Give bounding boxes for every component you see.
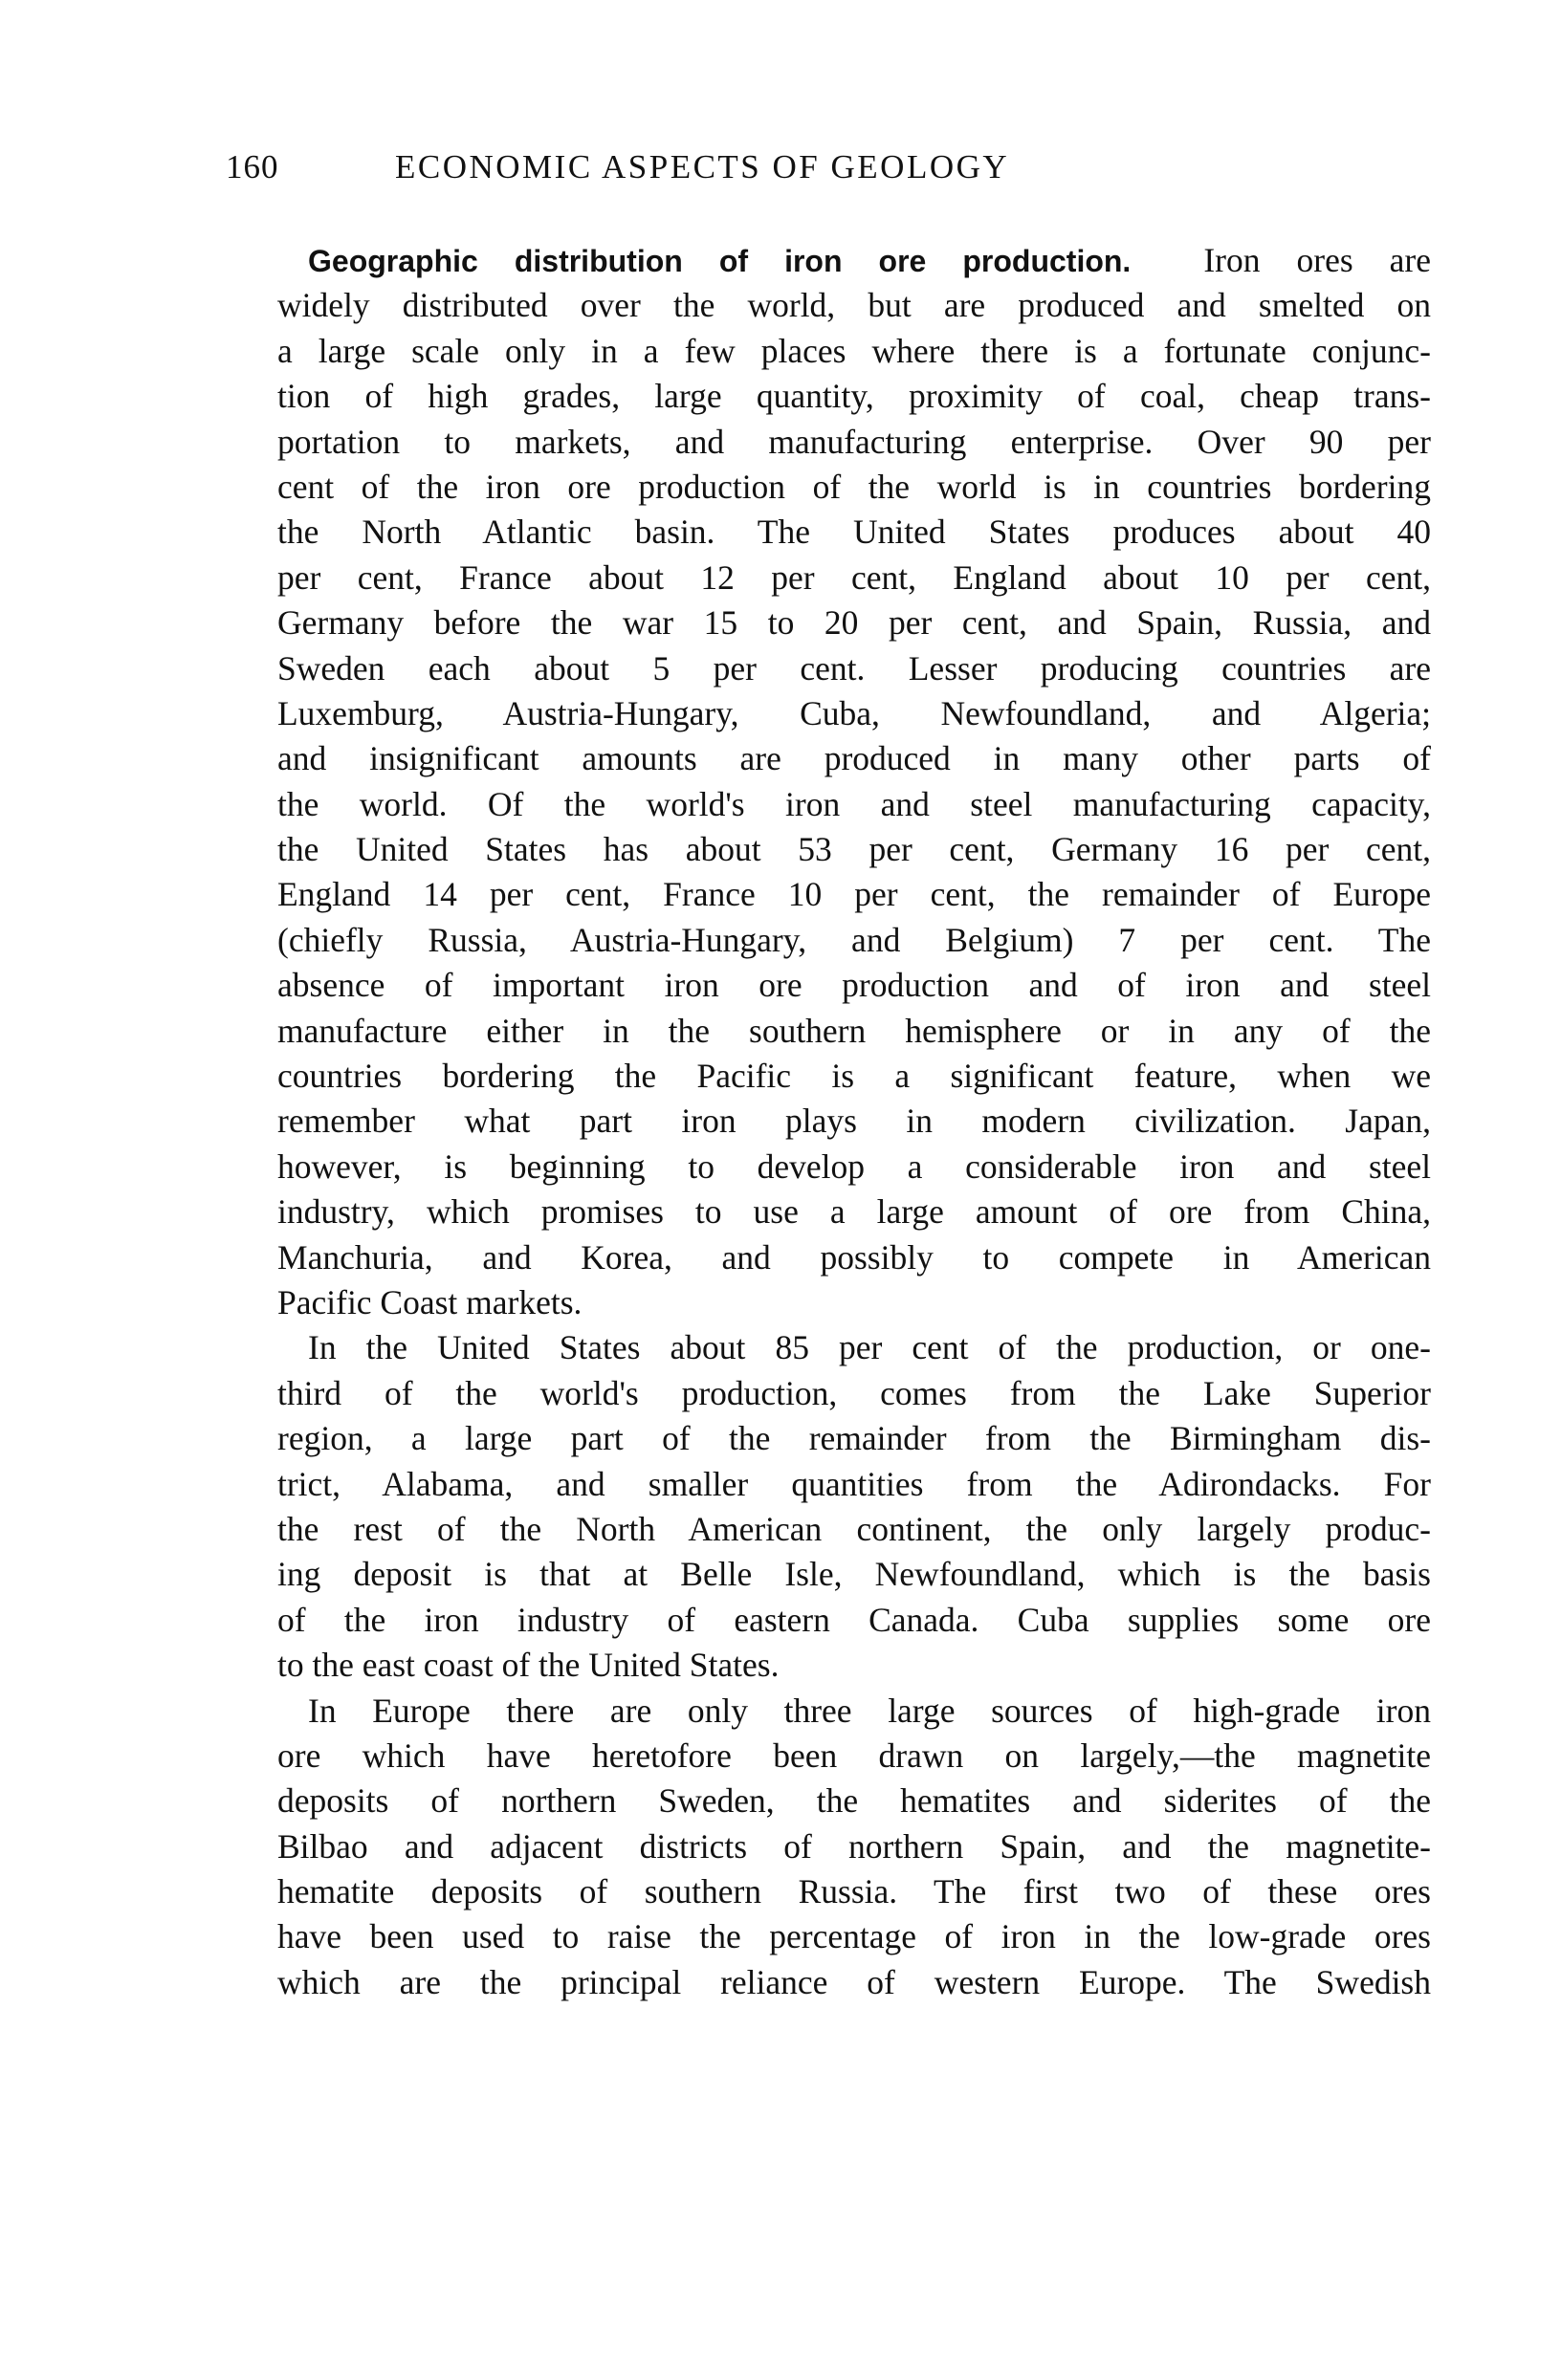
text-line: and insignificant amounts are produced in many other parts of xyxy=(277,739,1431,778)
running-title: ECONOMIC ASPECTS OF GEOLOGY xyxy=(395,148,1010,186)
text-line: per cent, France about 12 per cent, England about 10 per cent, xyxy=(277,557,1431,597)
text-line: England 14 per cent, France 10 per cent, the remainder of Europe xyxy=(277,875,1431,914)
text-line: have been used to raise the percentage of iron in the low-grade ores xyxy=(277,1917,1431,1956)
text-line: tion of high grades, large quantity, proximity of coal, cheap trans- xyxy=(277,377,1431,416)
text-line: however, is beginning to develop a considerable iron and steel xyxy=(277,1146,1431,1186)
text-line: which are the principal reliance of western Europe. The Swedish xyxy=(277,1962,1431,2001)
text-line: absence of important iron ore production and of iron and steel xyxy=(277,966,1431,1005)
text-line: Luxemburg, Austria-Hungary, Cuba, Newfoundland, and Algeria; xyxy=(277,693,1431,732)
text-line: Manchuria, and Korea, and possibly to compete in American xyxy=(277,1237,1431,1277)
text-line: of the iron industry of eastern Canada. Cuba supplies some ore xyxy=(277,1600,1431,1639)
paragraph xyxy=(277,238,1431,1325)
text-line: the North Atlantic basin. The United States produces about 40 xyxy=(277,513,1431,552)
text-line: Germany before the war 15 to 20 per cent, and Spain, Russia, and xyxy=(277,603,1431,643)
text-line: Sweden each about 5 per cent. Lesser producing countries are xyxy=(277,648,1431,688)
text-line: industry, which promises to use a large amount of ore from China, xyxy=(277,1192,1431,1232)
text-line: countries bordering the Pacific is a significant feature, when we xyxy=(277,1057,1431,1096)
text-line: (chiefly Russia, Austria-Hungary, and Belgium) 7 per cent. The xyxy=(277,920,1431,959)
text-line: the rest of the North American continent, the only largely produc- xyxy=(277,1509,1431,1548)
text-line: remember what part iron plays in modern civilization. Japan, xyxy=(277,1102,1431,1141)
text-line: the United States has about 53 per cent, Germany 16 per cent, xyxy=(277,830,1431,869)
text-line: widely distributed over the world, but are produced and smelted on xyxy=(277,286,1431,325)
text-line: Bilbao and adjacent districts of northern Spain, and the magnetite- xyxy=(277,1826,1431,1866)
text-line: deposits of northern Sweden, the hematites and siderites of the xyxy=(277,1781,1431,1821)
text-line: region, a large part of the remainder from the Birmingham dis- xyxy=(277,1419,1431,1458)
text-line: In the United States about 85 per cent of the production, or one- xyxy=(308,1328,1431,1367)
page-header xyxy=(226,143,1431,191)
paragraph xyxy=(277,1689,1431,2006)
text-line: the world. Of the world's iron and steel manufacturing capacity, xyxy=(277,784,1431,823)
text-line: Pacific Coast markets. xyxy=(277,1282,583,1321)
text-line: cent of the iron ore production of the world is in countries bordering xyxy=(277,467,1431,506)
text-line: to the east coast of the United States. xyxy=(277,1646,780,1685)
text-line: ore which have heretofore been drawn on largely,—the magnetite xyxy=(277,1736,1431,1775)
text-line: manufacture either in the southern hemisphere or in any of the xyxy=(277,1011,1431,1050)
paragraph xyxy=(277,1325,1431,1688)
text-line: portation to markets, and manufacturing enterprise. Over 90 per xyxy=(277,422,1431,461)
text-line: ing deposit is that at Belle Isle, Newfoundland, which is the basis xyxy=(277,1555,1431,1594)
section-heading: Geographic distribution of iron ore production. xyxy=(308,244,1132,278)
text-line: Geographic distribution of iron ore production. Iron ores are xyxy=(308,241,1432,279)
body-text xyxy=(277,238,1431,2005)
text-line: trict, Alabama, and smaller quantities from the Adirondacks. For xyxy=(277,1464,1431,1503)
text-line: In Europe there are only three large sources of high-grade iron xyxy=(308,1691,1431,1730)
text-line: a large scale only in a few places where there is a fortunate conjunc- xyxy=(277,331,1431,370)
text-line: hematite deposits of southern Russia. The first two of these ores xyxy=(277,1872,1431,1911)
text-line: third of the world's production, comes from the Lake Superior xyxy=(277,1373,1431,1412)
page-number: 160 xyxy=(226,148,279,186)
